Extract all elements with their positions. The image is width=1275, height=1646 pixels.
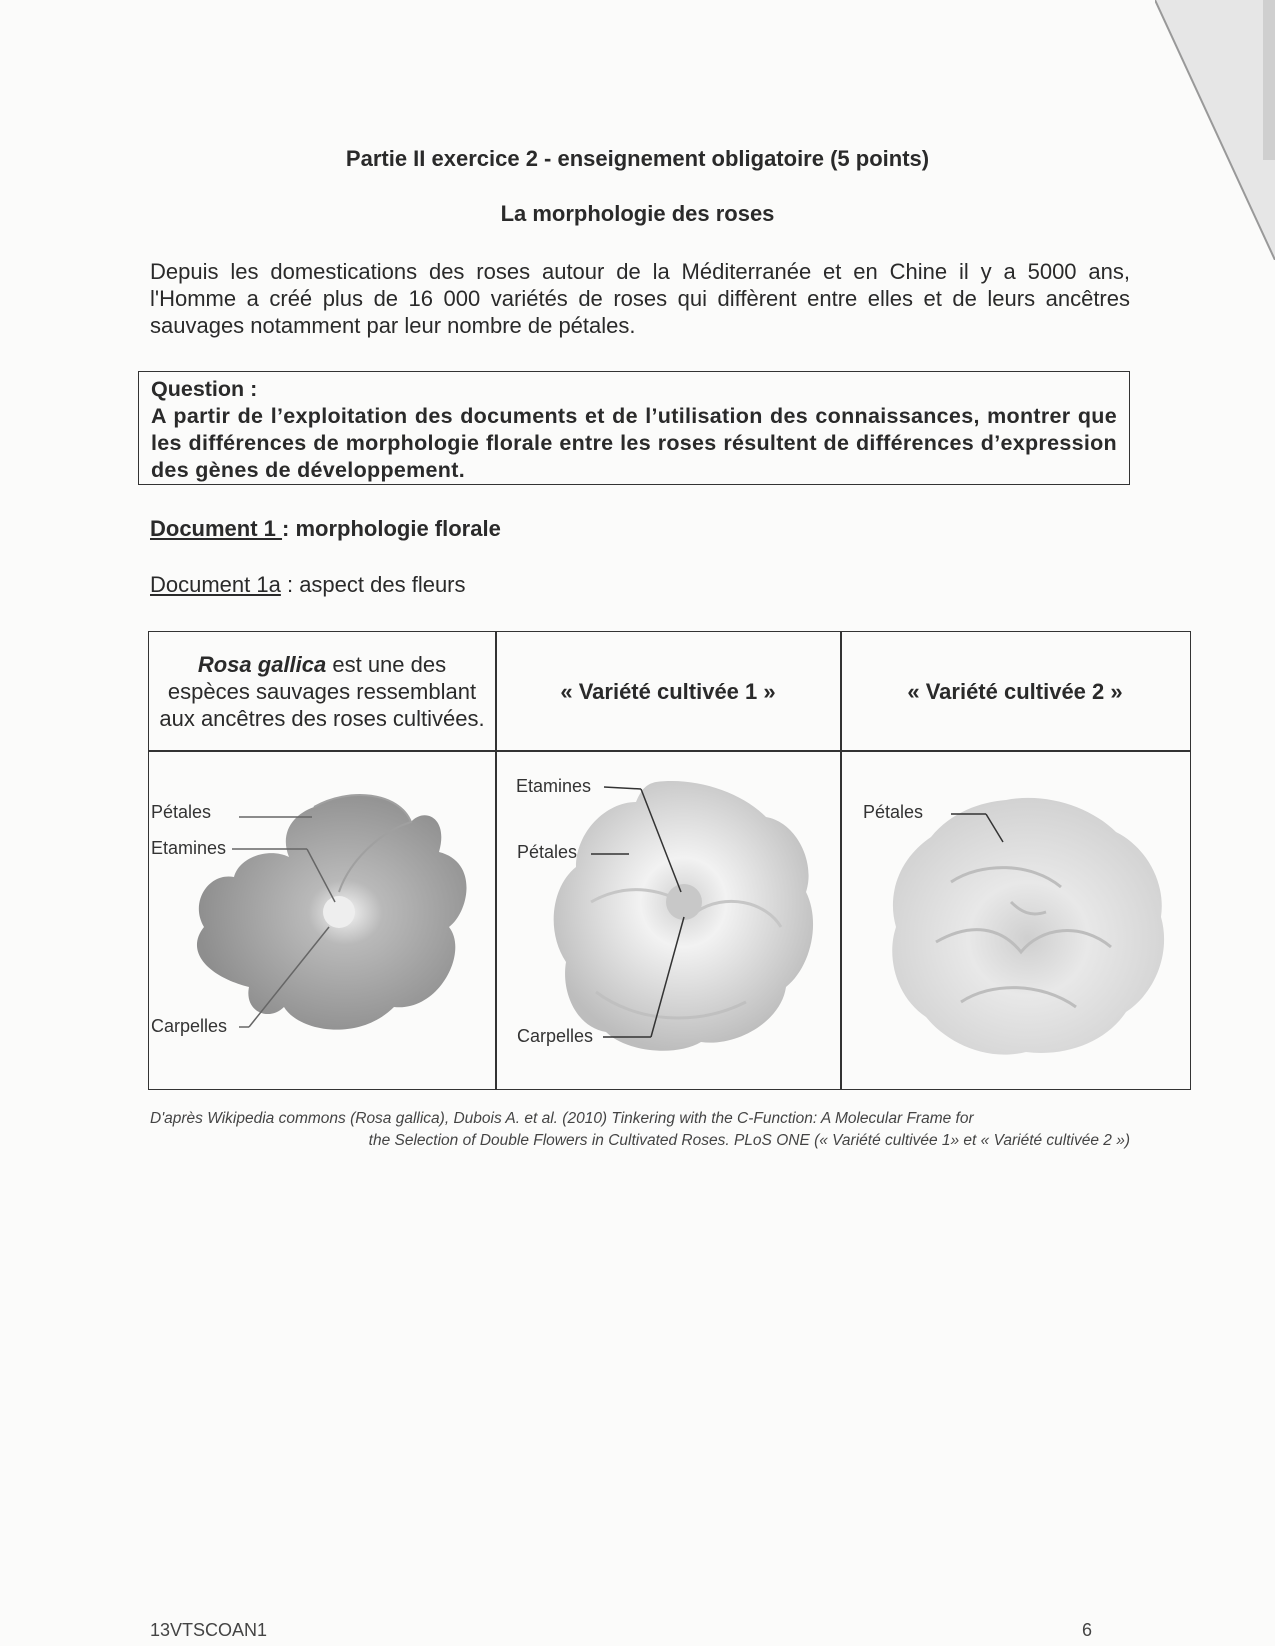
figure-caption [150, 1108, 1130, 1152]
flower-table [148, 631, 1191, 1090]
header-variete-2: « Variété cultivée 2 » [907, 678, 1123, 704]
document-1-subject: : morphologie florale [282, 516, 501, 541]
label-petales: Pétales [863, 802, 924, 822]
exercise-title: Partie II exercice 2 - enseignement obligatoire (5 points) [345, 146, 930, 171]
species-name: Rosa gallica [197, 651, 327, 677]
species-description: est une des espèces sauvages ressemblant aux ancêtres des roses cultivées. [159, 651, 485, 731]
footer-page-number: 6 [1082, 1620, 1093, 1640]
label-carpelles: Carpelles [517, 1026, 594, 1046]
figure-variete-2 [841, 752, 1189, 1088]
footer-exam-code: 13VTSCOAN1 [150, 1620, 268, 1640]
header-variete-1: « Variété cultivée 1 » [560, 678, 776, 704]
label-petales: Pétales [151, 802, 212, 822]
intro-paragraph: Depuis les domestications des roses autour de la Méditerranée et en Chine il y a 5000 ans, l'Homme a créé plus de 16 000 variétés de roses qui diffèrent entre elles et de leurs ancêtres sauvages notamment par leur nombre de pétales. [150, 259, 1130, 338]
label-etamines: Etamines [516, 776, 592, 796]
label-carpelles: Carpelles [151, 1016, 228, 1036]
exercise-subtitle: La morphologie des roses [500, 201, 775, 226]
caption-line-1: D'après Wikipedia commons (Rosa gallica), Dubois A. et al. (2010) Tinkering with the C-Function: A Molecular Frame for [150, 1110, 974, 1127]
caption-line-2: the Selection of Double Flowers in Cultivated Roses. PLoS ONE (« Variété cultivée 1» et « Variété cultivée 2 ») [368, 1132, 1130, 1149]
header-rosa-gallica [149, 632, 495, 750]
label-etamines: Etamines [151, 838, 227, 858]
question-text: A partir de l’exploitation des documents et de l’utilisation des connaissances, montrer que les différences de morphologie florale entre les roses résultent de différences d’expression des gènes de développement. [151, 404, 1117, 482]
question-label: Question : [151, 377, 258, 401]
document-1a-heading [150, 572, 466, 598]
document-1a-subject: : aspect des fleurs [280, 572, 466, 597]
document-1-heading [150, 516, 501, 542]
question-box [138, 371, 1130, 485]
label-petales: Pétales [517, 842, 578, 862]
document-1a-title: Document 1a [150, 572, 281, 597]
figure-rosa-gallica [149, 752, 495, 1088]
figure-variete-1 [496, 752, 840, 1088]
document-1-title: Document 1 [150, 516, 283, 541]
